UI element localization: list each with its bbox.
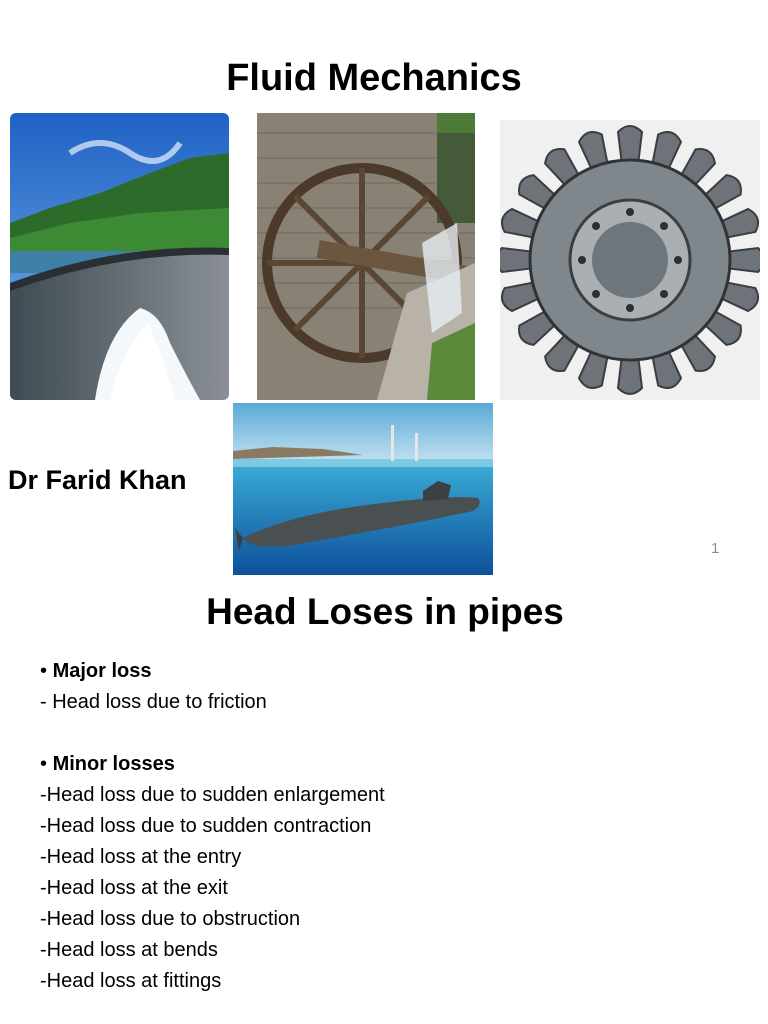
list-item: -Head loss at the entry [40,846,242,868]
turbine-photo [500,120,760,400]
list-item: -Head loss due to sudden enlargement [40,784,385,806]
list-item: -Head loss due to obstruction [40,908,301,930]
list-item: - Head loss due to friction [40,691,267,713]
bullet-icon: • [40,660,53,682]
page-number: 1 [711,540,720,557]
list-item: -Head loss due to sudden contraction [40,815,372,837]
major-loss-label: Major loss [52,660,152,682]
bullet-icon: • [40,753,53,775]
waterwheel-photo [257,113,475,400]
dam-photo [10,113,229,400]
spacer [40,718,385,749]
list-item: -Head loss at fittings [40,970,222,992]
minor-losses-heading [40,749,385,780]
list-item: -Head loss at the exit [40,877,228,899]
author-name: Dr Farid Khan [8,465,187,495]
slide-title: Head Loses in pipes [206,591,564,632]
loss-list [40,656,385,997]
slide-title: Fluid Mechanics [226,57,522,99]
list-item: -Head loss at bends [40,939,218,961]
minor-losses-label: Minor losses [52,753,175,775]
submarine-photo [233,403,493,575]
major-loss-heading [40,656,385,687]
head-losses-slide [0,580,768,1024]
